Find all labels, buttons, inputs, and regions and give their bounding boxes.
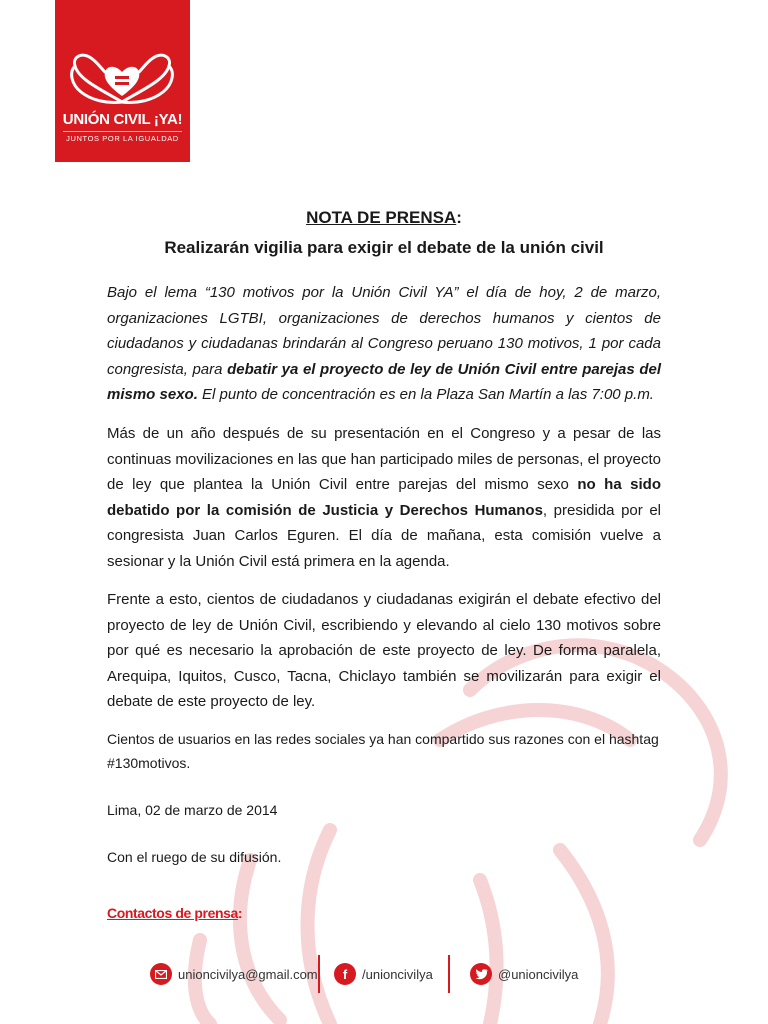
footer-divider <box>448 955 450 993</box>
paragraph-1-text-a: Bajo el lema “130 motivos por la Unión Civil YA” el día de hoy, 2 de marzo, organizaciones LGTBI, organizaciones de derechos humanos y cientos de ciudadanos y ciudadanas brindarán al Congreso peruano 130 motivos, 1 por cada congresista, para <box>107 284 661 378</box>
facebook-icon: f <box>334 963 356 985</box>
paragraph-1-bold: debatir ya el proyecto de ley de Unión Civil entre parejas del mismo sexo. <box>107 360 662 403</box>
press-release <box>107 208 662 921</box>
press-contacts-colon: : <box>237 905 243 921</box>
paragraph-4: Cientos de usuarios en las redes sociales ya han compartido sus razones con el hashtag #130motivos. <box>107 731 659 771</box>
footer-facebook[interactable] <box>334 963 433 985</box>
footer-divider <box>318 955 320 993</box>
paragraph-1 <box>107 280 661 408</box>
brand-slogan: JUNTOS POR LA IGUALDAD <box>63 131 182 143</box>
twitter-icon <box>470 963 492 985</box>
press-contacts-heading <box>107 905 242 921</box>
footer-email[interactable] <box>150 963 318 985</box>
paragraph-2-text-b: , presidida por el congresista Juan Carlos Eguren. El día de mañana, esta comisión vuelve a sesionar y la Unión Civil está primera en la agenda. <box>107 501 661 570</box>
paragraph-1-text-b: El punto de concentración es en la Plaza San Martín a las 7:00 p.m. <box>197 386 654 403</box>
brand-name: UNIÓN CIVIL ¡YA! <box>62 111 183 128</box>
document-subtitle: Realizarán vigilia para exigir el debate de la unión civil <box>164 238 604 257</box>
paragraph-3: Frente a esto, cientos de ciudadanos y ciudadanas exigirán el debate efectivo del proyecto de ley de Unión Civil, escribiendo y elevando al cielo 130 motivos sobre por qué es necesario la aprobación de este proyecto de ley. De forma paralela, Arequipa, Iquitos, Cusco, Tacna, Chiclayo también se movilizarán para exigir el debate de este proyecto de ley. <box>107 591 661 710</box>
press-contacts-label: Contactos de prensa <box>107 905 238 921</box>
document-title <box>107 208 661 228</box>
heart-hands-icon <box>67 50 178 108</box>
paragraph-2 <box>107 421 661 574</box>
footer-twitter[interactable] <box>470 963 578 985</box>
footer-contacts <box>150 955 610 995</box>
title-colon: : <box>456 208 462 227</box>
paragraph-2-text-a: Más de un año después de su presentación en el Congreso y a pesar de las continuas movilizaciones en las que han participado miles de personas, el proyecto de ley que plantea la Unión Civil entre parejas del mismo sexo <box>107 425 661 493</box>
footer-facebook-text: /unioncivilya <box>362 966 433 982</box>
place-date: Lima, 02 de marzo de 2014 <box>107 802 278 818</box>
closing-line: Con el ruego de su difusión. <box>107 849 282 865</box>
footer-twitter-text: @unioncivilya <box>498 966 579 982</box>
footer-email-text: unioncivilya@gmail.com <box>178 966 318 982</box>
title-text: NOTA DE PRENSA <box>306 208 457 227</box>
paragraph-2-bold: no ha sido debatido por la comisión de Justicia y Derechos Humanos <box>107 476 662 519</box>
brand-logo <box>55 0 190 162</box>
envelope-icon <box>150 963 172 985</box>
